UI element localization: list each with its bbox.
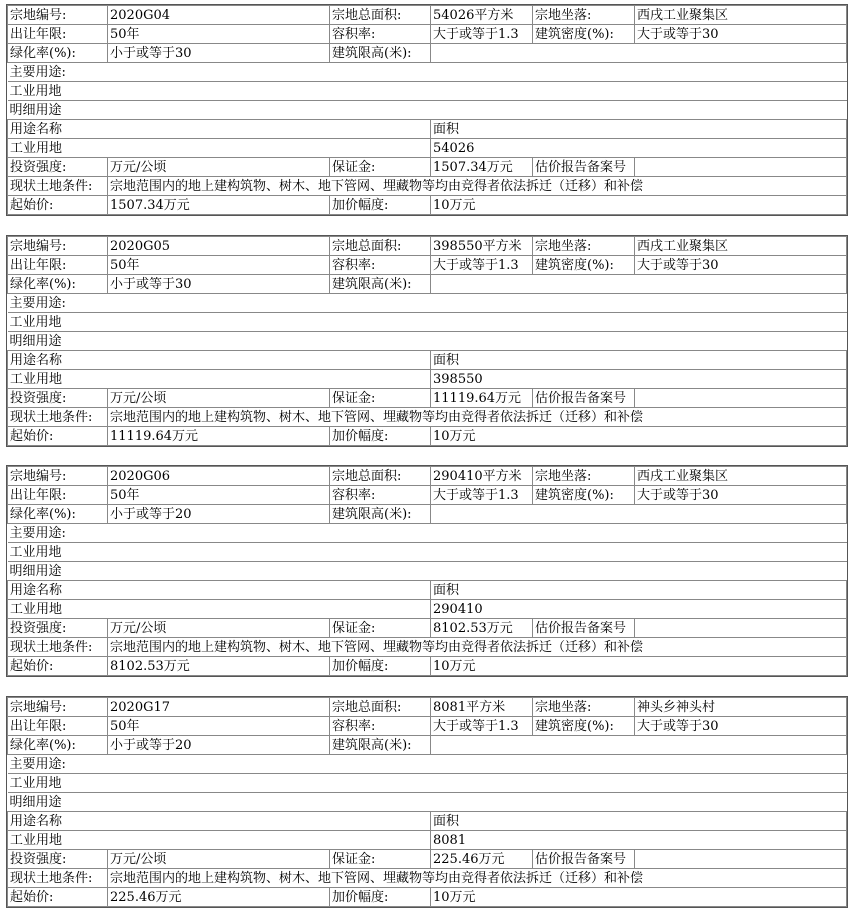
plot-ratio-value: 大于或等于1.3 [431, 486, 533, 505]
parcel-no-label: 宗地编号: [8, 467, 108, 486]
plot-ratio-label: 容积率: [330, 486, 431, 505]
term-value: 50年 [108, 486, 330, 505]
greening-label: 绿化率(%): [8, 275, 108, 294]
parcel-no-label: 宗地编号: [8, 237, 108, 256]
table-row [8, 294, 847, 313]
height-limit-value [431, 275, 847, 294]
height-limit-label: 建筑限高(米): [330, 44, 431, 63]
table-row [8, 467, 847, 486]
table-row [8, 888, 847, 907]
table-row [8, 657, 847, 676]
height-limit-value [431, 505, 847, 524]
term-label: 出让年限: [8, 486, 108, 505]
greening-label: 绿化率(%): [8, 44, 108, 63]
main-use-label: 主要用途: [8, 755, 847, 774]
increment-value: 10万元 [431, 888, 847, 907]
start-price-value: 8102.53万元 [108, 657, 330, 676]
plot-ratio-label: 容积率: [330, 717, 431, 736]
investment-value: 万元/公顷 [108, 850, 330, 869]
investment-label: 投资强度: [8, 389, 108, 408]
table-row [8, 524, 847, 543]
table-row [8, 120, 847, 139]
parcel-table-block [6, 4, 848, 216]
location-label: 宗地坐落: [533, 237, 635, 256]
table-row [8, 44, 847, 63]
table-row [8, 256, 847, 275]
height-limit-label: 建筑限高(米): [330, 736, 431, 755]
increment-label: 加价幅度: [330, 657, 431, 676]
greening-value: 小于或等于20 [108, 736, 330, 755]
investment-value: 万元/公顷 [108, 389, 330, 408]
greening-label: 绿化率(%): [8, 736, 108, 755]
parcel-no-label: 宗地编号: [8, 698, 108, 717]
plot-ratio-value: 大于或等于1.3 [431, 256, 533, 275]
conditions-label: 现状土地条件: [8, 408, 108, 427]
table-row [8, 486, 847, 505]
parcel-table-block [6, 235, 848, 447]
height-limit-label: 建筑限高(米): [330, 275, 431, 294]
table-row [8, 332, 847, 351]
parcel-table [7, 466, 847, 676]
parcel-no-value: 2020G17 [108, 698, 330, 717]
table-row [8, 774, 847, 793]
conditions-value: 宗地范围内的地上建构筑物、树木、地下管网、埋藏物等均由竞得者依法拆迁（迁移）和补偿 [108, 638, 847, 657]
appraisal-label: 估价报告备案号 [533, 158, 635, 177]
total-area-value: 8081平方米 [431, 698, 533, 717]
start-price-value: 1507.34万元 [108, 196, 330, 215]
use-name-value: 工业用地 [8, 370, 431, 389]
table-row [8, 736, 847, 755]
use-name-header: 用途名称 [8, 351, 431, 370]
table-row [8, 370, 847, 389]
term-value: 50年 [108, 25, 330, 44]
plot-ratio-label: 容积率: [330, 256, 431, 275]
main-use-value: 工业用地 [8, 774, 847, 793]
term-label: 出让年限: [8, 256, 108, 275]
density-value: 大于或等于30 [635, 486, 847, 505]
start-price-value: 11119.64万元 [108, 427, 330, 446]
term-value: 50年 [108, 717, 330, 736]
table-row [8, 196, 847, 215]
height-limit-label: 建筑限高(米): [330, 505, 431, 524]
parcel-no-value: 2020G04 [108, 6, 330, 25]
use-name-value: 工业用地 [8, 831, 431, 850]
total-area-value: 398550平方米 [431, 237, 533, 256]
plot-ratio-value: 大于或等于1.3 [431, 25, 533, 44]
total-area-value: 54026平方米 [431, 6, 533, 25]
total-area-value: 290410平方米 [431, 467, 533, 486]
height-limit-value [431, 736, 847, 755]
table-row [8, 101, 847, 120]
table-row [8, 812, 847, 831]
greening-value: 小于或等于30 [108, 44, 330, 63]
appraisal-label: 估价报告备案号 [533, 619, 635, 638]
conditions-value: 宗地范围内的地上建构筑物、树木、地下管网、埋藏物等均由竞得者依法拆迁（迁移）和补偿 [108, 408, 847, 427]
area-value: 54026 [431, 139, 847, 158]
parcel-table [7, 5, 847, 215]
area-value: 398550 [431, 370, 847, 389]
table-row [8, 581, 847, 600]
greening-label: 绿化率(%): [8, 505, 108, 524]
table-row [8, 600, 847, 619]
conditions-value: 宗地范围内的地上建构筑物、树木、地下管网、埋藏物等均由竞得者依法拆迁（迁移）和补偿 [108, 869, 847, 888]
total-area-label: 宗地总面积: [330, 6, 431, 25]
increment-value: 10万元 [431, 427, 847, 446]
table-row [8, 717, 847, 736]
table-row [8, 408, 847, 427]
parcel-no-value: 2020G05 [108, 237, 330, 256]
appraisal-value [635, 619, 847, 638]
main-use-value: 工业用地 [8, 543, 847, 562]
table-row [8, 562, 847, 581]
conditions-label: 现状土地条件: [8, 177, 108, 196]
table-row [8, 177, 847, 196]
area-header: 面积 [431, 812, 847, 831]
deposit-value: 11119.64万元 [431, 389, 533, 408]
appraisal-label: 估价报告备案号 [533, 850, 635, 869]
plot-ratio-label: 容积率: [330, 25, 431, 44]
deposit-value: 225.46万元 [431, 850, 533, 869]
use-name-value: 工业用地 [8, 600, 431, 619]
conditions-label: 现状土地条件: [8, 869, 108, 888]
use-name-header: 用途名称 [8, 120, 431, 139]
increment-label: 加价幅度: [330, 427, 431, 446]
table-row [8, 505, 847, 524]
main-use-value: 工业用地 [8, 82, 847, 101]
appraisal-value [635, 850, 847, 869]
start-price-label: 起始价: [8, 657, 108, 676]
density-label: 建筑密度(%): [533, 256, 635, 275]
start-price-label: 起始价: [8, 196, 108, 215]
investment-value: 万元/公顷 [108, 158, 330, 177]
table-row [8, 25, 847, 44]
table-row [8, 619, 847, 638]
detail-use-label: 明细用途 [8, 793, 847, 812]
area-header: 面积 [431, 351, 847, 370]
total-area-label: 宗地总面积: [330, 467, 431, 486]
table-row [8, 158, 847, 177]
start-price-value: 225.46万元 [108, 888, 330, 907]
greening-value: 小于或等于20 [108, 505, 330, 524]
term-value: 50年 [108, 256, 330, 275]
detail-use-label: 明细用途 [8, 332, 847, 351]
table-row [8, 63, 847, 82]
increment-label: 加价幅度: [330, 196, 431, 215]
table-row [8, 793, 847, 812]
main-use-label: 主要用途: [8, 294, 847, 313]
deposit-value: 8102.53万元 [431, 619, 533, 638]
increment-label: 加价幅度: [330, 888, 431, 907]
deposit-label: 保证金: [330, 158, 431, 177]
increment-value: 10万元 [431, 196, 847, 215]
area-value: 8081 [431, 831, 847, 850]
table-row [8, 698, 847, 717]
location-value: 西戌工业聚集区 [635, 237, 847, 256]
height-limit-value [431, 44, 847, 63]
location-value: 西戌工业聚集区 [635, 6, 847, 25]
table-row [8, 831, 847, 850]
parcel-table-block [6, 465, 848, 677]
term-label: 出让年限: [8, 717, 108, 736]
term-label: 出让年限: [8, 25, 108, 44]
deposit-label: 保证金: [330, 619, 431, 638]
increment-value: 10万元 [431, 657, 847, 676]
table-row [8, 638, 847, 657]
location-label: 宗地坐落: [533, 467, 635, 486]
table-row [8, 427, 847, 446]
conditions-value: 宗地范围内的地上建构筑物、树木、地下管网、埋藏物等均由竞得者依法拆迁（迁移）和补偿 [108, 177, 847, 196]
total-area-label: 宗地总面积: [330, 237, 431, 256]
investment-label: 投资强度: [8, 619, 108, 638]
conditions-label: 现状土地条件: [8, 638, 108, 657]
location-value: 神头乡神头村 [635, 698, 847, 717]
deposit-label: 保证金: [330, 389, 431, 408]
parcel-no-value: 2020G06 [108, 467, 330, 486]
parcel-table [7, 697, 847, 907]
table-row [8, 139, 847, 158]
appraisal-label: 估价报告备案号 [533, 389, 635, 408]
parcel-no-label: 宗地编号: [8, 6, 108, 25]
density-value: 大于或等于30 [635, 25, 847, 44]
appraisal-value [635, 158, 847, 177]
area-value: 290410 [431, 600, 847, 619]
density-label: 建筑密度(%): [533, 717, 635, 736]
deposit-label: 保证金: [330, 850, 431, 869]
density-value: 大于或等于30 [635, 717, 847, 736]
area-header: 面积 [431, 120, 847, 139]
total-area-label: 宗地总面积: [330, 698, 431, 717]
location-label: 宗地坐落: [533, 698, 635, 717]
parcel-table-block [6, 696, 848, 908]
investment-label: 投资强度: [8, 850, 108, 869]
location-label: 宗地坐落: [533, 6, 635, 25]
deposit-value: 1507.34万元 [431, 158, 533, 177]
main-use-label: 主要用途: [8, 63, 847, 82]
detail-use-label: 明细用途 [8, 562, 847, 581]
table-row [8, 389, 847, 408]
plot-ratio-value: 大于或等于1.3 [431, 717, 533, 736]
main-use-label: 主要用途: [8, 524, 847, 543]
density-value: 大于或等于30 [635, 256, 847, 275]
table-row [8, 850, 847, 869]
investment-value: 万元/公顷 [108, 619, 330, 638]
parcel-table [7, 236, 847, 446]
appraisal-value [635, 389, 847, 408]
location-value: 西戌工业聚集区 [635, 467, 847, 486]
table-row [8, 755, 847, 774]
table-row [8, 869, 847, 888]
start-price-label: 起始价: [8, 888, 108, 907]
use-name-header: 用途名称 [8, 812, 431, 831]
table-row [8, 313, 847, 332]
use-name-header: 用途名称 [8, 581, 431, 600]
density-label: 建筑密度(%): [533, 486, 635, 505]
area-header: 面积 [431, 581, 847, 600]
density-label: 建筑密度(%): [533, 25, 635, 44]
table-row [8, 82, 847, 101]
table-row [8, 237, 847, 256]
table-row [8, 6, 847, 25]
investment-label: 投资强度: [8, 158, 108, 177]
main-use-value: 工业用地 [8, 313, 847, 332]
greening-value: 小于或等于30 [108, 275, 330, 294]
detail-use-label: 明细用途 [8, 101, 847, 120]
table-row [8, 543, 847, 562]
table-row [8, 275, 847, 294]
use-name-value: 工业用地 [8, 139, 431, 158]
table-row [8, 351, 847, 370]
start-price-label: 起始价: [8, 427, 108, 446]
